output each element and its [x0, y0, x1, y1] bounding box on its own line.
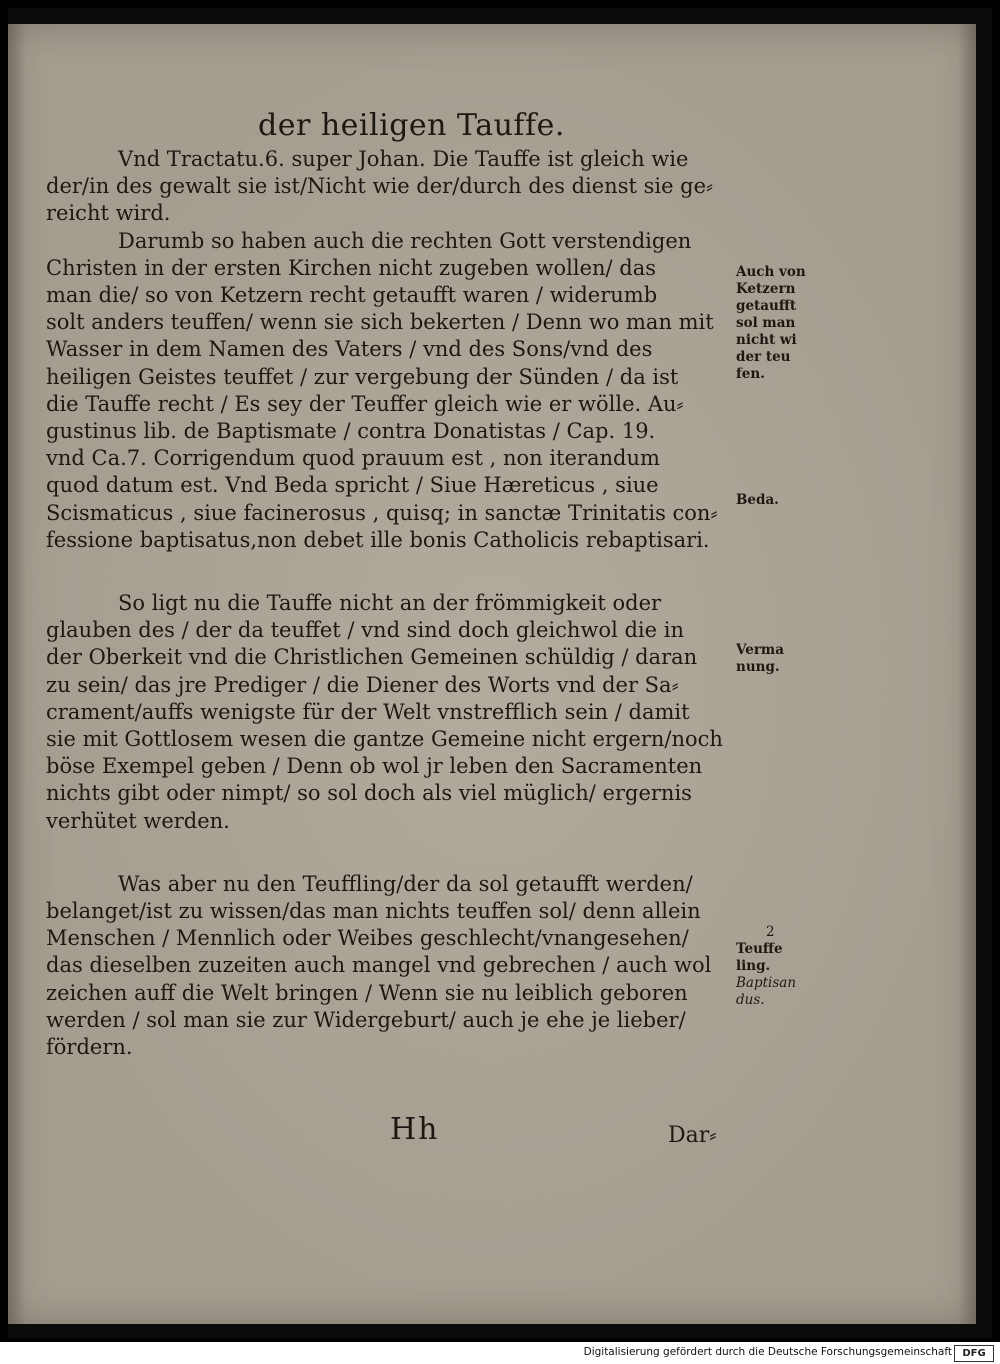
running-head: der heiligen Tauffe. [258, 108, 565, 143]
text-line: quod datum est. Vnd Beda spricht / Siue Hæreticus , siue [46, 473, 659, 498]
margin-line: dus. [736, 992, 765, 1008]
margin-line: Verma [736, 642, 784, 658]
text-line: glauben des / der da teuffet / vnd sind doch gleichwol die in [46, 618, 684, 643]
text-line: Darumb so haben auch die rechten Gott verstendigen [118, 228, 692, 253]
text-line: böse Exempel geben / Denn ob wol jr leben den Sacramenten [46, 754, 703, 779]
footer-bar [0, 1342, 1000, 1364]
text-line: zu sein/ das jre Prediger / die Diener des Worts vnd der Sa⸗ [46, 672, 679, 697]
margin-line: sol man [736, 315, 796, 331]
margin-line: getaufft [736, 298, 797, 314]
text-line: sie mit Gottlosem wesen die gantze Gemeine nicht ergern/noch [46, 727, 723, 752]
margin-note-baptizand [736, 924, 806, 1009]
text-line: Vnd Tractatu.6. super Johan. Die Tauffe ist gleich wie [118, 147, 689, 171]
paragraph-2 [46, 228, 736, 554]
margin-line: Teuffe [736, 941, 783, 957]
paragraph-1 [46, 146, 736, 228]
paragraph-spacer [46, 835, 736, 871]
margin-line: ling. [736, 958, 771, 974]
text-line: fördern. [46, 1035, 133, 1060]
text-line: das dieselben zuzeiten auch mangel vnd gebrechen / auch wol [46, 953, 712, 978]
paragraph-4 [46, 871, 736, 1061]
text-line: die Tauffe recht / Es sey der Teuffer gleich wie er wölle. Au⸗ [46, 391, 684, 416]
body-text [46, 146, 736, 1061]
catchword: Dar⸗ [668, 1123, 717, 1148]
text-line: Scismaticus , siue facinerosus , quisq; in sanctæ Trinitatis con⸗ [46, 500, 718, 525]
margin-note-heretics [736, 264, 806, 383]
text-line: belanget/ist zu wissen/das man nichts teuffen sol/ denn allein [46, 899, 701, 924]
book-page [8, 24, 976, 1324]
text-line: zeichen auff die Welt bringen / Wenn sie nu leiblich geboren [46, 980, 688, 1005]
text-line: Menschen / Mennlich oder Weibes geschlecht/vnangesehen/ [46, 926, 689, 951]
text-line: der Oberkeit vnd die Christlichen Gemeinen schüldig / daran [46, 645, 698, 670]
signature-mark: Hh [390, 1112, 440, 1147]
margin-line: Baptisan [736, 975, 797, 991]
margin-number: 2 [766, 924, 775, 940]
text-line: solt anders teuffen/ wenn sie sich bekerten / Denn wo man mit [46, 310, 714, 335]
text-line: reicht wird. [46, 201, 171, 226]
text-line: der/in des gewalt sie ist/Nicht wie der/durch des dienst sie ge⸗ [46, 174, 714, 199]
text-line: crament/auffs wenigste für der Welt vnstrefflich sein / damit [46, 699, 690, 724]
text-line: Christen in der ersten Kirchen nicht zugeben wollen/ das [46, 255, 657, 280]
paragraph-3 [46, 590, 736, 835]
margin-line: Ketzern [736, 281, 796, 297]
text-line: So ligt nu die Tauffe nicht an der frömmigkeit oder [118, 591, 662, 616]
text-line: vnd Ca.7. Corrigendum quod prauum est , non iterandum [46, 446, 660, 471]
funding-credit: Digitalisierung gefördert durch die Deutsche Forschungsgemeinschaft [583, 1346, 952, 1358]
text-line: fessione baptisatus,non debet ille bonis Catholicis rebaptisari. [46, 527, 710, 552]
text-line: verhütet werden. [46, 808, 230, 833]
margin-note-beda [736, 492, 806, 509]
text-line: Wasser in dem Namen des Vaters / vnd des Sons/vnd des [46, 337, 653, 362]
margin-line: fen. [736, 366, 765, 382]
margin-line: Beda. [736, 492, 779, 508]
margin-line: nicht wi [736, 332, 797, 348]
margin-line: nung. [736, 659, 780, 675]
text-line: werden / sol man sie zur Widergeburt/ auch je ehe je lieber/ [46, 1007, 686, 1032]
paragraph-spacer [46, 554, 736, 590]
text-line: nichts gibt oder nimpt/ so sol doch als viel müglich/ ergernis [46, 781, 692, 806]
margin-note-admonition [736, 642, 806, 676]
text-line: Was aber nu den Teuffling/der da sol getaufft werden/ [118, 871, 693, 896]
text-line: gustinus lib. de Baptismate / contra Donatistas / Cap. 19. [46, 419, 656, 444]
margin-line: der teu [736, 349, 791, 365]
margin-line: Auch von [736, 264, 806, 280]
text-line: man die/ so von Ketzern recht getaufft waren / widerumb [46, 283, 658, 308]
dfg-logo-icon: DFG [954, 1345, 994, 1362]
text-line: heiligen Geistes teuffet / zur vergebung der Sünden / da ist [46, 364, 679, 389]
